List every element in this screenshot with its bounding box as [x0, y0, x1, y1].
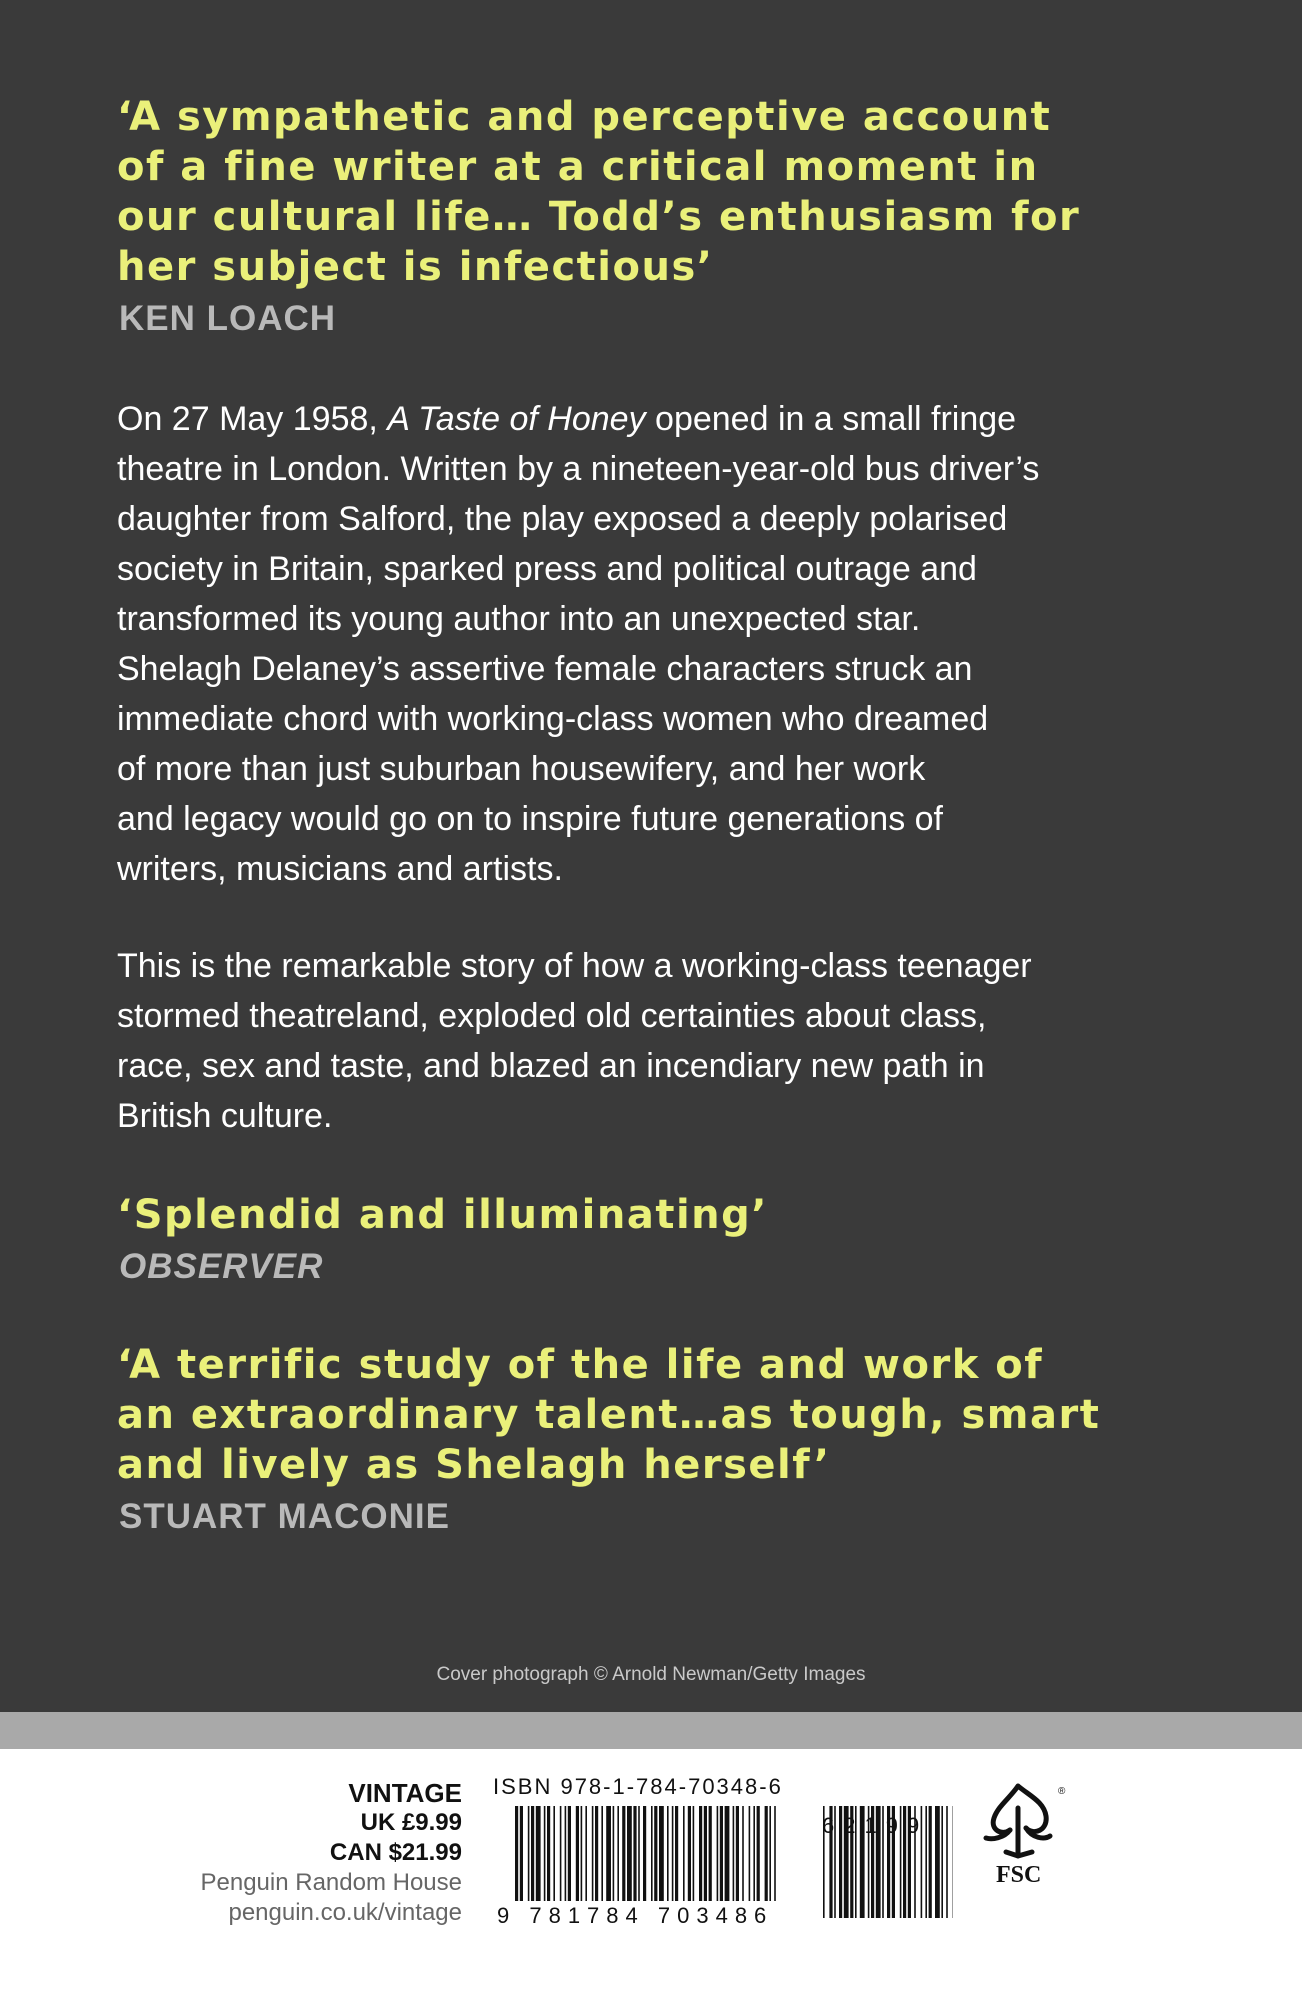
quote-line: an extraordinary talent…as tough, smart: [117, 1392, 1101, 1438]
can-price: CAN $21.99: [329, 1839, 462, 1866]
quote-attribution: STUART MACONIE: [119, 1497, 450, 1536]
blurb-text: On 27 May 1958,: [117, 400, 388, 438]
barcode-bar: [725, 1806, 730, 1914]
quote-stuart-maconie: [117, 1340, 1100, 1490]
publisher-house: Penguin Random House: [200, 1869, 462, 1896]
quote-observer: [117, 1190, 768, 1240]
isbn-label: ISBN 978-1-784-70348-6: [493, 1774, 783, 1799]
blurb-line: British culture.: [117, 1097, 333, 1135]
blurb-line: theatre in London. Written by a nineteen-year-old bus driver’s: [117, 450, 1040, 488]
barcode-bar: [699, 1806, 702, 1914]
barcode-bar: [717, 1806, 719, 1914]
barcode-bar: [941, 1806, 943, 1918]
barcode-bar: [757, 1806, 760, 1914]
barcode-bar: [544, 1806, 546, 1914]
barcode-bar: [581, 1806, 583, 1914]
barcode-bar: [633, 1806, 636, 1914]
blurb-line: immediate chord with working-class women who dreamed: [117, 700, 989, 738]
barcode-bar: [654, 1806, 657, 1914]
barcode-bar: [704, 1806, 707, 1914]
barcode-bar: [683, 1806, 685, 1914]
main-barcode-bars: [515, 1806, 776, 1914]
barcode-bar: [753, 1806, 755, 1914]
publisher-url: penguin.co.uk/vintage: [228, 1899, 462, 1926]
barcode-bar: [742, 1806, 744, 1914]
barcode-bar: [709, 1806, 712, 1914]
blurb-line: transformed its young author into an unexpected star.: [117, 600, 921, 638]
uk-price: UK £9.99: [360, 1809, 462, 1836]
fsc-logo: [980, 1778, 1070, 1888]
blurb-line: This is the remarkable story of how a working-class teenager: [117, 947, 1032, 985]
barcode-bar: [638, 1806, 640, 1914]
quote-ken-loach: [117, 92, 1080, 292]
barcode-bar: [946, 1806, 948, 1918]
barcode-bar: [568, 1806, 571, 1914]
barcode-bar: [675, 1806, 678, 1914]
blurb-line: of more than just suburban housewifery, and her work: [117, 750, 926, 788]
blurb-line: and legacy would go on to inspire future generations of: [117, 800, 943, 838]
barcode-bar: [592, 1806, 594, 1914]
barcode-bar: [929, 1806, 932, 1918]
barcode-bar: [672, 1806, 674, 1914]
barcode-bar: [536, 1806, 541, 1914]
barcode-bar: [601, 1806, 603, 1914]
photo-credit: Cover photograph © Arnold Newman/Getty Images: [436, 1664, 866, 1685]
barcode-bar: [520, 1806, 523, 1914]
barcode-bar: [667, 1806, 669, 1914]
blurb-line: Shelagh Delaney’s assertive female characters struck an: [117, 650, 973, 688]
quote-attribution: KEN LOACH: [119, 299, 337, 338]
blurb-line: daughter from Salford, the play exposed a deeply polarised: [117, 500, 1008, 538]
blurb-line: society in Britain, sparked press and political outrage and: [117, 550, 977, 588]
barcode-bar: [553, 1806, 555, 1914]
blurb-paragraph-1: [117, 394, 1217, 894]
barcode-bar: [613, 1806, 615, 1914]
barcode-bar: [528, 1806, 530, 1914]
price-code: 62199: [822, 1813, 929, 1838]
barcode-bar: [585, 1806, 587, 1914]
quote-attribution: OBSERVER: [119, 1247, 324, 1286]
barcode-bar: [688, 1806, 691, 1914]
blurb-line: [117, 394, 1217, 444]
barcode-bar: [643, 1806, 646, 1914]
blurb-text: opened in a small fringe: [645, 400, 1017, 438]
blurb-line: stormed theatreland, exploded old certainties about class,: [117, 997, 987, 1035]
barcode-bar: [749, 1806, 751, 1914]
barcode-bar: [560, 1806, 562, 1914]
quote-line: her subject is infectious’: [117, 244, 714, 290]
barcode-bar: [622, 1806, 625, 1914]
barcode-bar: [565, 1806, 567, 1914]
grey-band: [0, 1712, 1302, 1749]
barcode-bar: [627, 1806, 632, 1914]
blurb-line: writers, musicians and artists.: [117, 850, 563, 888]
barcode-bar: [547, 1806, 550, 1914]
barcode-bar: [935, 1806, 940, 1918]
barcode-bar: [531, 1806, 534, 1914]
registered-mark: ®: [1058, 1786, 1066, 1797]
barcode-bar: [515, 1806, 518, 1914]
barcode-bar: [595, 1806, 598, 1914]
barcode-bar: [774, 1806, 776, 1914]
barcode-bar: [693, 1806, 695, 1914]
quote-line: and lively as Shelagh herself’: [117, 1442, 831, 1488]
barcode-bar: [576, 1806, 579, 1914]
barcode-bar: [736, 1806, 739, 1914]
barcode-bar: [606, 1806, 611, 1914]
quote-line: our cultural life… Todd’s enthusiasm for: [117, 194, 1081, 240]
fsc-tree-icon: [986, 1786, 1050, 1856]
barcode-bar: [651, 1806, 653, 1914]
barcode-digits: 9 781784 703486: [497, 1903, 774, 1926]
quote-line: ‘Splendid and illuminating’: [117, 1192, 768, 1238]
quote-line: ‘A sympathetic and perceptive account: [117, 94, 1052, 140]
fsc-label: FSC: [996, 1862, 1042, 1888]
publisher-info: [200, 1778, 462, 1928]
barcode-bar: [659, 1806, 664, 1914]
barcode-bar: [617, 1806, 619, 1914]
play-title: A Taste of Honey: [387, 400, 646, 438]
quote-line: of a fine writer at a critical moment in: [117, 144, 1039, 190]
barcode-bar: [733, 1806, 735, 1914]
blurb-line: race, sex and taste, and blazed an incendiary new path in: [117, 1047, 985, 1085]
imprint: VINTAGE: [348, 1778, 462, 1808]
barcode-bar: [720, 1806, 723, 1914]
barcode-bar: [769, 1806, 771, 1914]
barcode-bar: [765, 1806, 768, 1914]
blurb-paragraph-2: [117, 941, 1217, 1141]
quote-line: ‘A terrific study of the life and work of: [117, 1342, 1044, 1388]
